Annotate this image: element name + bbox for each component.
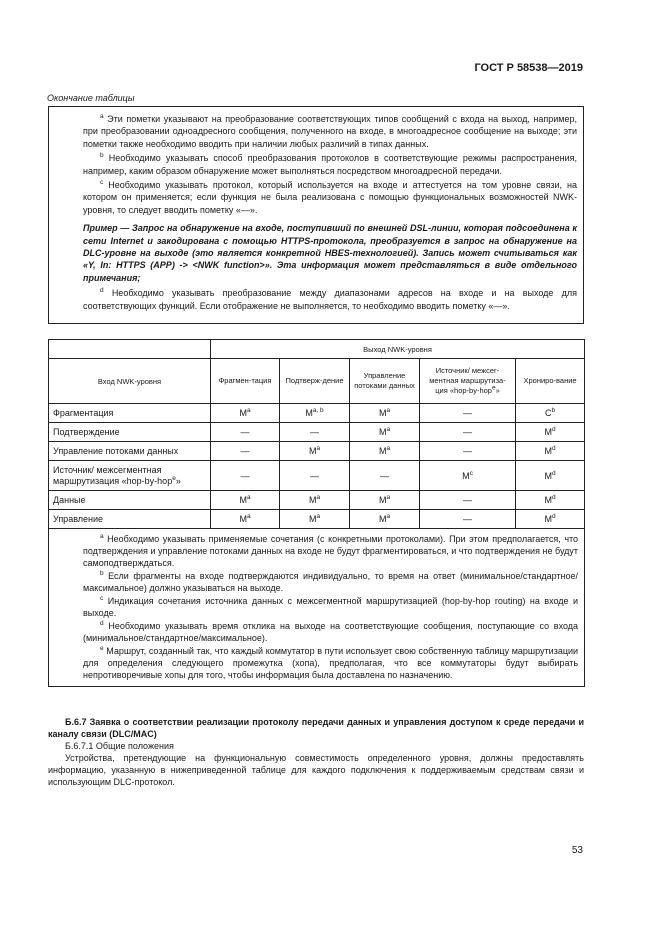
row-label: Подтверждение [49,423,211,442]
table-cell: $M^d$ [516,461,585,491]
row-label: Управление потоками данных [49,442,211,461]
table-cell: $M^a$ [350,491,420,510]
row-label: Фрагментация [49,404,211,423]
section-title: Б.6.7 Заявка о соответствии реализации протоколу передачи данных и управления доступом к среде передачи и каналу связи (DLC/MAC) [48,717,584,739]
table-cell: $M^a$ [211,491,280,510]
table-cell: $M^a$ [280,491,350,510]
table-cell: — [211,423,280,442]
table-cell: $M^c$ [420,461,516,491]
section-b-6-7 [48,716,584,788]
footnote-c: $^c$ Индикация сочетания источника данных с межсегментной маршрутизацией (hop-by-hop routing) на входе и выходе. [83,595,579,618]
section-body: Устройства, претендующие на функциональную совместимость определенного уровня, должны предоставлять информацию, указанную в нижеприведенной таблице для каждого подключения к поддерживаемым средствам связи и использующим DLC-протокол. [48,753,584,787]
footnote-d: $^d$ Необходимо указывать время отклика на выходе на соответствующие сообщения, поступающие со входа (минимальное/стандартное/максимальное). [83,620,579,643]
note-b: $^b$ Необходимо указывать способ преобразования протоколов в соответствующие режимы распространения, например, каким образом обнаружение может выполняться посредством многоадресной передачи. [83,152,577,176]
table-row [49,510,585,529]
subsection-title: Б.6.7.1 Общие положения [65,741,174,751]
note-example: Пример — Запрос на обнаружение на входе, поступивший по внешней DSL-линии, которая подсоединена к сети Internet и закодирована с помощью HTTPS-протокола, преобразуется в запрос на обнаружение на DLC-уровне на выходе (это является конкретной HBES-технологией). Запись может считываться как «Y, In: HTTPS (APP) -> <NWK function>». Эта информация может представляться в виде отдельного примечания; [83,223,577,283]
document-id: ГОСТ Р 58538—2019 [474,62,583,74]
table-row [49,461,585,491]
table-cell: $M^d$ [516,423,585,442]
row-label: Данные [49,491,211,510]
output-header: Выход NWK-уровня [211,340,585,359]
table-cell: — [211,442,280,461]
nwk-layer-table [48,339,585,687]
table-cell: M$^{a, b}$ [280,404,350,423]
table-cell: — [420,491,516,510]
input-header: Вход NWK-уровня [49,359,211,404]
col-timing: Хрониро-вание [516,359,585,404]
table-cell: $M^a$ [280,442,350,461]
table-row [49,423,585,442]
table-cell: $M^a$ [350,404,420,423]
table-row [49,404,585,423]
table-footnotes [49,529,585,687]
col-flow-control: Управление потоками данных [350,359,420,404]
row-label: Источник/ межсегментная маршрутизация «hop-by-hop$^e$» [49,461,211,491]
page-number: 53 [571,845,583,856]
table-cell: — [280,423,350,442]
table-cell: $M^a$ [350,423,420,442]
table-cell: $M^a$ [350,510,420,529]
table-cell: $C^b$ [516,404,585,423]
table-row [49,442,585,461]
col-fragmentation: Фрагмен-тация [211,359,280,404]
table-cell: $M^a$ [211,404,280,423]
note-c: $^c$ Необходимо указывать протокол, который используется на входе и аттестуется на том уровне связи, на котором он применяется; если функция не была реализована с помощью функциональных возможностей NWK-уровня, то следует вводить пометку «—». [83,179,577,215]
table-notes-box [48,106,584,324]
table-cell: $M^d$ [516,442,585,461]
table-cell: $M^d$ [516,510,585,529]
table-cell: — [420,442,516,461]
table-cell: — [420,404,516,423]
table-cell: — [350,461,420,491]
table-row [49,491,585,510]
footnote-a: $^a$ Необходимо указывать применяемые сочетания (с конкретными протоколами). При этом предполагается, что подтверждения и управление потоками данных на входе не будут фрагментироваться, и что подтверждения не будут самоподтверждаться. [83,533,579,568]
table-cell: — [280,461,350,491]
col-acknowledgement: Подтверж-дение [280,359,350,404]
table-cell: — [420,510,516,529]
footnote-b: $^b$ Если фрагменты на входе подтверждаются индивидуально, то время на ответ (минимальное/стандартное/максимальное) должно указываться на выходе. [83,570,579,593]
row-label: Управление [49,510,211,529]
table-continuation-label: Окончание таблицы [47,93,135,103]
table-cell: — [420,423,516,442]
note-a: $^a$ Эти пометки указывают на преобразование соответствующих типов сообщений с входа на выход, например, при преобразовании одноадресного сообщения, полученного на входе, в многоадресное сообщение на выходе; эти пометки также необходимо вводить при наличии любых различий в типах данных. [83,113,577,149]
footnote-e: $^e$ Маршрут, созданный так, что каждый коммутатор в пути использует свою собственную таблицу маршрутизации для определения следующего промежутка (хопа), предполагая, что все коммутаторы будут выбирать непротиворечивые хопы для того, чтобы информация была доставлена по назначению. [83,645,579,680]
note-d: $^d$ Необходимо указывать преобразование между диапазонами адресов на входе и на выходе для соответствующих функций. Если отображение не выполняется, то необходимо вводить пометку «—». [83,287,577,311]
table-cell: $M^a$ [350,442,420,461]
table-cell: $M^a$ [280,510,350,529]
table-cell: — [211,461,280,491]
table-cell: $M^d$ [516,491,585,510]
table-cell: $M^a$ [211,510,280,529]
col-routing: Источник/ межсег-ментная маршрутиза-ция «hop-by-hop$^e$» [420,359,516,404]
